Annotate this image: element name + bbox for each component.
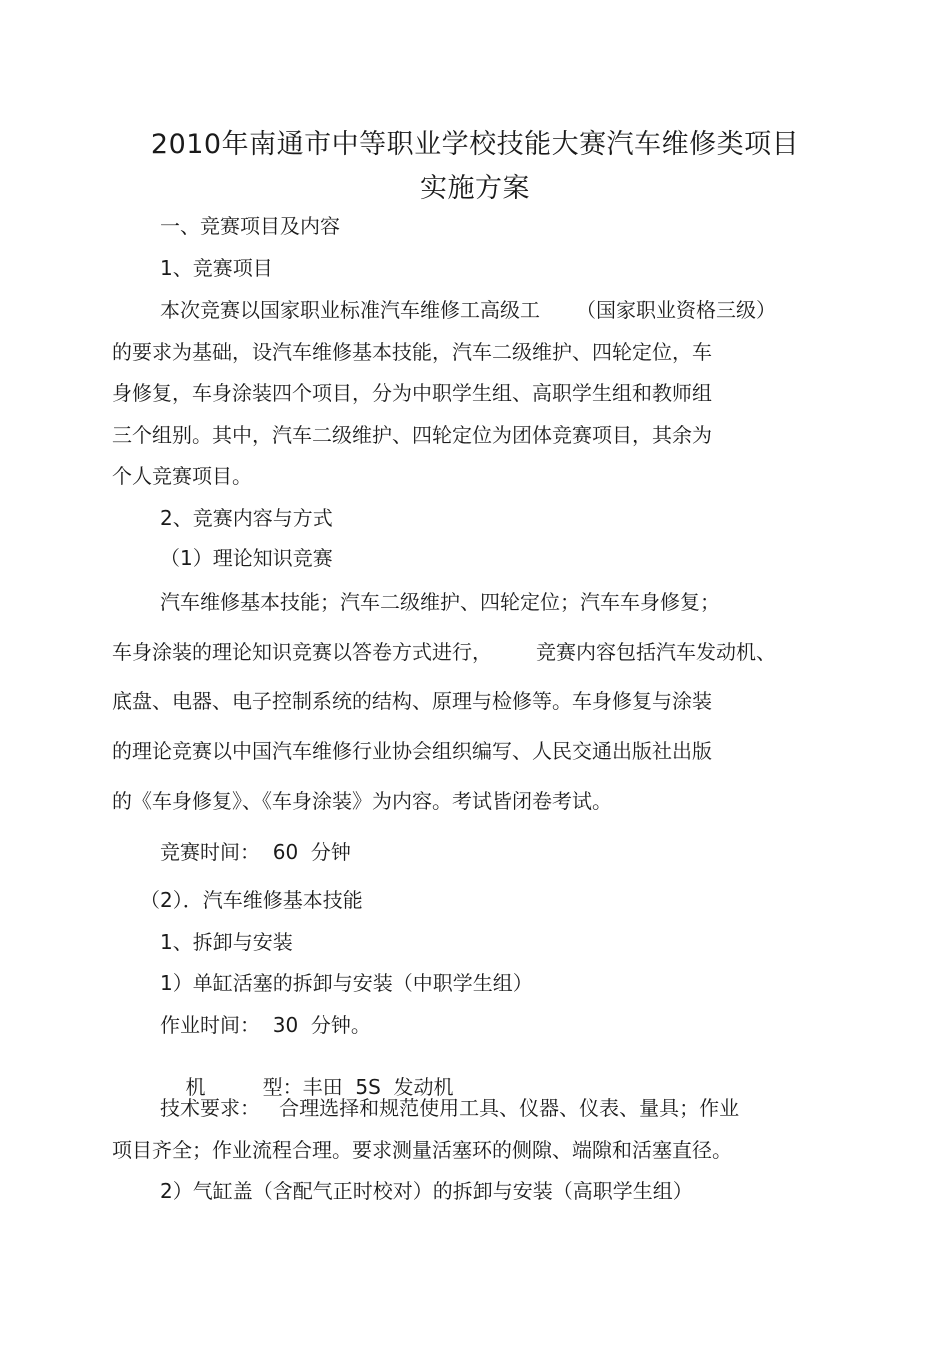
subsection-heading: 2、竞赛内容与方式 [160, 506, 333, 530]
subsection-heading: （1）理论知识竞赛 [160, 546, 333, 570]
subsection-heading: 1、竞赛项目 [160, 256, 273, 280]
paragraph-line: 个人竞赛项目。 [112, 464, 252, 488]
document-title-line-2: 实施方案 [420, 173, 530, 204]
paragraph-text: （国家职业资格三级） [576, 298, 776, 322]
section-heading: 一、竞赛项目及内容 [160, 214, 340, 238]
subsection-heading: （2）．汽车维修基本技能 [140, 888, 363, 912]
engine-model-label: 机 型： [185, 1075, 303, 1099]
paragraph-line: 的理论竞赛以中国汽车维修行业协会组织编写、人民交通出版社出版 [112, 739, 712, 763]
paragraph-line [112, 642, 776, 662]
paragraph-line: 汽车维修基本技能；汽车二级维护、四轮定位；汽车车身修复； [160, 590, 720, 614]
document-title-line-1: 2010年南通市中等职业学校技能大赛汽车维修类项目 [150, 129, 800, 160]
paragraph-line: 项目齐全；作业流程合理。要求测量活塞环的侧隙、端隙和活塞直径。 [112, 1138, 732, 1162]
engine-model-value: 丰田 5S 发动机 [302, 1075, 454, 1099]
paragraph-line: 身修复，车身涂装四个项目，分为中职学生组、高职学生组和教师组 [112, 381, 712, 405]
paragraph-line: 的《车身修复》、《车身涂装》为内容。考试皆闭卷考试。 [112, 789, 612, 813]
paragraph-line: 技术要求： 合理选择和规范使用工具、仪器、仪表、量具；作业 [160, 1096, 740, 1120]
paragraph-line: 的要求为基础，设汽车维修基本技能，汽车二级维护、四轮定位，车 [112, 340, 712, 364]
paragraph-text: 本次竞赛以国家职业标准汽车维修工高级工 [160, 298, 540, 322]
paragraph-line: 底盘、电器、电子控制系统的结构、原理与检修等。车身修复与涂装 [112, 689, 712, 713]
paragraph-line [160, 300, 776, 320]
item-heading: 2）气缸盖（含配气正时校对）的拆卸与安装（高职学生组） [160, 1179, 693, 1203]
exam-time: 竞赛时间： 60 分钟 [160, 840, 351, 864]
item-heading: 1、拆卸与安装 [160, 930, 293, 954]
paragraph-text: 竞赛内容包括汽车发动机、 [536, 640, 776, 664]
paragraph-line: 三个组别。其中，汽车二级维护、四轮定位为团体竞赛项目，其余为 [112, 423, 712, 447]
paragraph-text: 车身涂装的理论知识竞赛以答卷方式进行， [112, 640, 492, 664]
work-time: 作业时间： 30 分钟。 [160, 1013, 371, 1037]
item-heading: 1）单缸活塞的拆卸与安装（中职学生组） [160, 971, 533, 995]
